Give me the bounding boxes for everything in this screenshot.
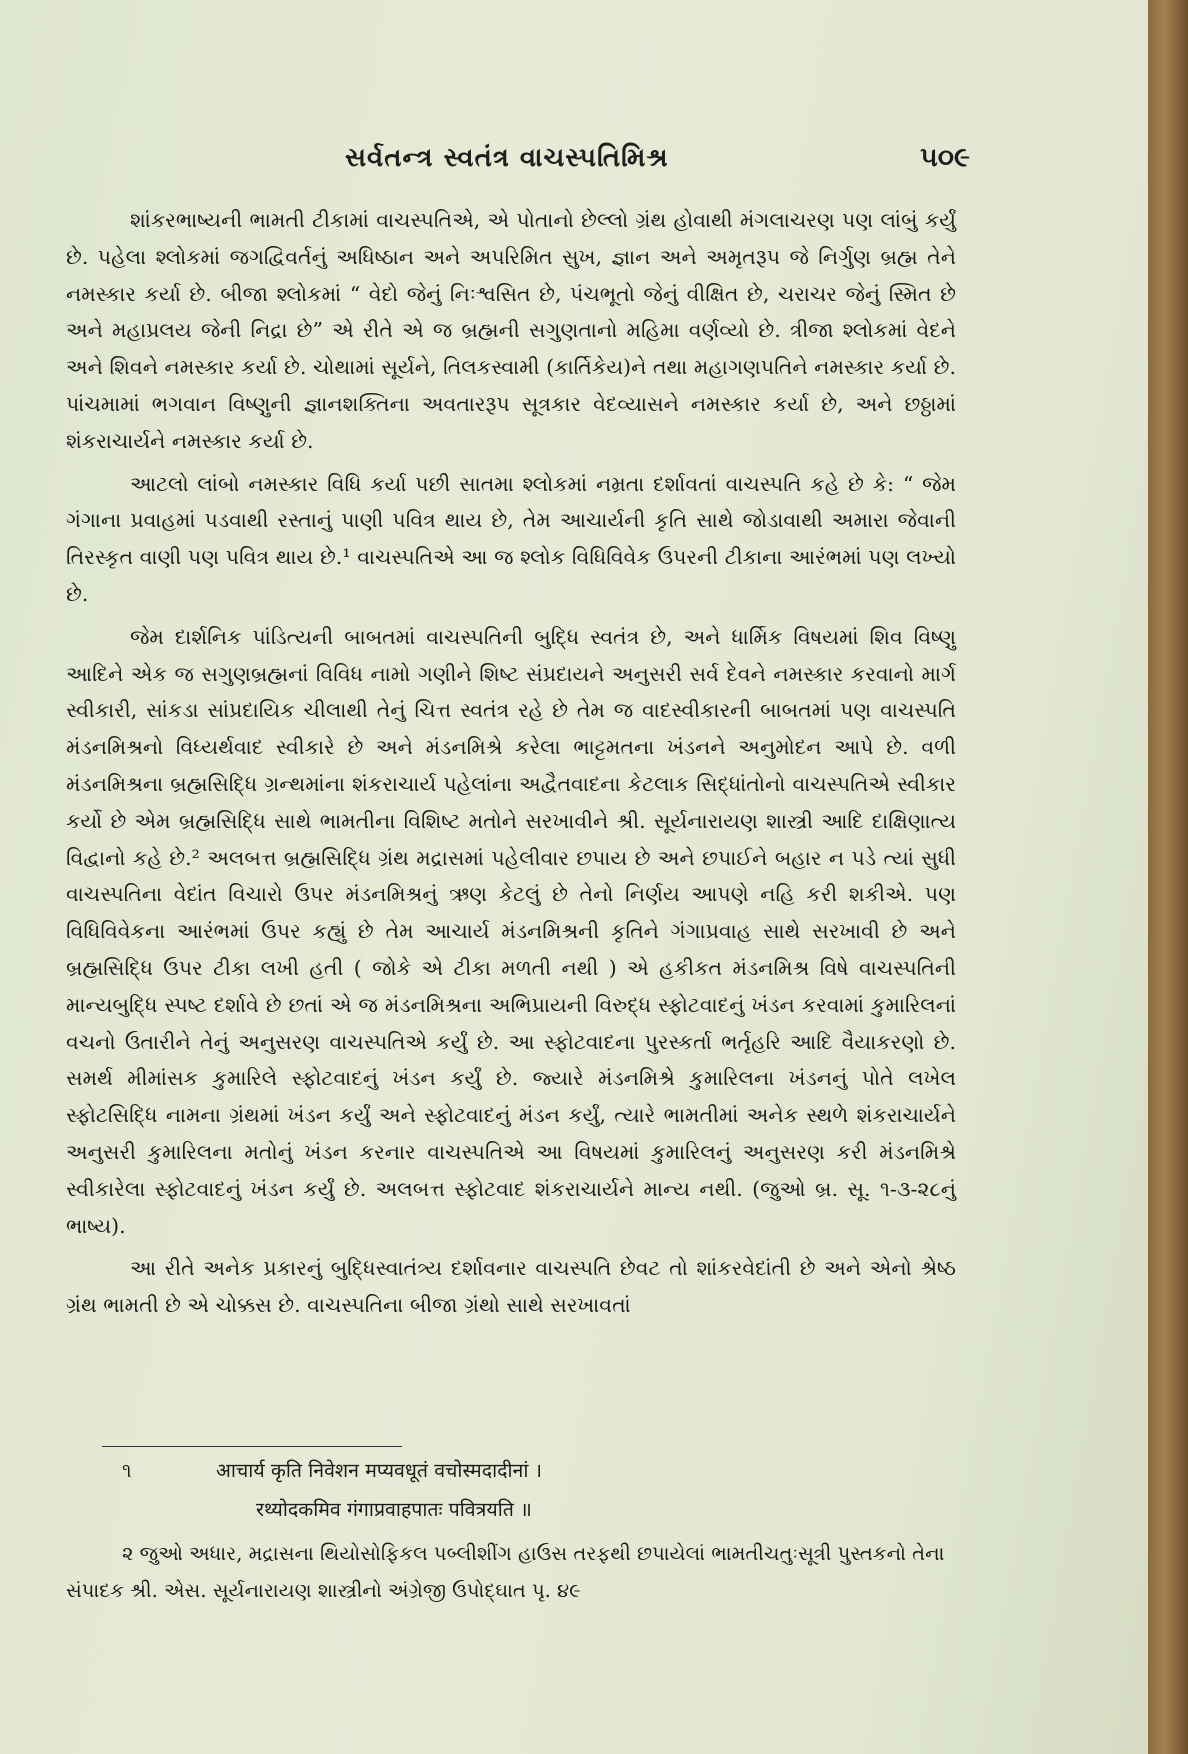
footnote-1-verse-line-2: रथ्योदकमिव गंगाप्रवाहपातः पवित्रयति ॥ — [256, 1498, 532, 1521]
footnote-1-number: ૧ — [122, 1459, 132, 1482]
running-header — [130, 142, 970, 174]
page-number: ૫૦૯ — [920, 142, 970, 173]
footnote-1-verse-line-1: आचार्य कृति निवेशन मप्यवधूतं वचोस्मदादीनां । — [216, 1459, 542, 1482]
paragraph: આટલો લાંબો નમસ્કાર વિધિ કર્યા પછી સાતમા શ્લોકમાં નમ્રતા દર્શાવતાં વાચસ્પતિ કહે છે કે: “ જેમ ગંગાના પ્રવાહમાં પડવાથી રસ્તાનું પાણી પવિત્ર થાય છે, તેમ આચાર્યની કૃતિ સાથે જોડાવાથી અમારા જેવાની તિરસ્કૃત વાણી પણ પવિત્ર થાય છે.¹ વાચસ્પતિએ આ જ શ્લોક વિધિવિવેક ઉપરની ટીકાના આરંભમાં પણ લખ્યો છે. — [66, 471, 956, 606]
book-edge — [1148, 0, 1188, 1754]
footnote-divider — [102, 1446, 402, 1447]
paragraph: આ રીતે અનેક પ્રકારનું બુદ્ધિસ્વાતંત્ર્ય દર્શાવનાર વાચસ્પતિ છેવટ તો શાંકરવેદાંતી છે અને એનો શ્રેષ્ઠ ગ્રંથ ભામતી છે એ ચોક્કસ છે. વાચસ્પતિના બીજા ગ્રંથો સાથે સરખાવતાં — [66, 1256, 956, 1318]
footnote-2: ૨ જુઓ અધાર, મદ્રાસના થિયોસોફિકલ પબ્લીશીંગ હાઉસ તરફથી છપાયેલાં ભામતીચતુઃસૂત્રી પુસ્તકનો તેના સંપાદક શ્રી. એસ. સૂર્યનારાયણ શાસ્ત્રીનો અંગ્રેજી ઉપોદ્ઘાત પૃ. ૪૯ — [66, 1542, 945, 1602]
paragraph: જેમ દાર્શનિક પાંડિત્યની બાબતમાં વાચસ્પતિની બુદ્ધિ સ્વતંત્ર છે, અને ધાર્મિક વિષયમાં શિવ વિષ્ણુ આદિને એક જ સગુણબ્રહ્મનાં વિવિધ નામો ગણીને શિષ્ટ સંપ્રદાયને અનુસરી સર્વ દેવને નમસ્કાર કરવાનો માર્ગ સ્વીકારી, સાંકડા સાંપ્રદાયિક ચીલાથી તેનું ચિત્ત સ્વતંત્ર રહે છે તેમ જ વાદસ્વીકારની બાબતમાં પણ વાચસ્પતિ મંડનમિશ્રનો વિધ્યર્થવાદ સ્વીકારે છે અને મંડનમિશ્રે કરેલા ભાટ્ટમતના ખંડનને અનુમોદન આપે છે. વળી મંડનમિશ્રના બ્રહ્મસિદ્ધિ ગ્રન્થમાંના શંકરાચાર્ય પહેલાંના અદ્વૈતવાદના કેટલાક સિદ્ધાંતોનો વાચસ્પતિએ સ્વીકાર કર્યો છે એમ બ્રહ્મસિદ્ધિ સાથે ભામતીના વિશિષ્ટ મતોને સરખાવીને શ્રી. સૂર્યનારાયણ શાસ્ત્રી આદિ દાક્ષિણાત્ય વિદ્વાનો કહે છે.² અલબત્ત બ્રહ્મસિદ્ધિ ગ્રંથ મદ્રાસમાં પહેલીવાર છપાય છે અને છપાઈને બહાર ન પડે ત્યાં સુધી વાચસ્પતિના વેદાંત વિચારો ઉપર મંડનમિશ્રનું ઋણ કેટલું છે તેનો નિર્ણય આપણે નહિ કરી શકીએ. પણ વિધિવિવેકના આરંભમાં ઉપર કહ્યું છે તેમ આચાર્ય મંડનમિશ્રની કૃતિને ગંગાપ્રવાહ સાથે સરખાવી છે અને બ્રહ્મસિદ્ધિ ઉપર ટીકા લખી હતી ( જોકે એ ટીકા મળતી નથી ) એ હકીકત મંડનમિશ્ર વિષે વાચસ્પતિની માન્યબુદ્ધિ સ્પષ્ટ દર્શાવે છે છતાં એ જ મંડનમિશ્રના અભિપ્રાયની વિરુદ્ધ સ્ફોટવાદનું ખંડન કરવામાં કુમારિલનાં વચનો ઉતારીને તેનું અનુસરણ વાચસ્પતિએ કર્યું છે. આ સ્ફોટવાદના પુરસ્કર્તા ભર્તૃહરિ આદિ વૈયાકરણો છે. સમર્થ મીમાંસક કુમારિલે સ્ફોટવાદનું ખંડન કર્યું છે. જ્યારે મંડનમિશ્રે કુમારિલના ખંડનનું પોતે લખેલ સ્ફોટસિદ્ધિ નામના ગ્રંથમાં ખંડન કર્યું અને સ્ફોટવાદનું મંડન કર્યું, ત્યારે ભામતીમાં અનેક સ્થળે શંકરાચાર્યને અનુસરી કુમારિલના મતોનું ખંડન કરનાર વાચસ્પતિએ આ વિષયમાં કુમારિલનું અનુસરણ કરી મંડનમિશ્રે સ્વીકારેલા સ્ફોટવાદનું ખંડન કર્યું છે. અલબત્ત સ્ફોટવાદ શંકરાચાર્યને માન્ય નથી. (જુઓ બ્ર. સૂ. ૧-૩-૨૮નું ભાષ્ય). — [66, 624, 956, 1238]
footnote-1 — [66, 1456, 956, 1483]
page-title: સર્વતન્ત્ર સ્વતંત્ર વાચસ્પતિમિશ્ર — [345, 143, 669, 173]
paragraph: શાંકરભાષ્યની ભામતી ટીકામાં વાચસ્પતિએ, એ પોતાનો છેલ્લો ગ્રંથ હોવાથી મંગલાચરણ પણ લાંબું કર્યું છે. પહેલા શ્લોકમાં જગદ્વિવર્તનું અધિષ્ઠાન અને અપરિમિત સુખ, જ્ઞાન અને અમૃતરૂપ જે નિર્ગુણ બ્રહ્મ તેને નમસ્કાર કર્યા છે. બીજા શ્લોકમાં “ વેદો જેનું નિઃશ્વસિત છે, પંચભૂતો જેનું વીક્ષિત છે, ચરાચર જેનું સ્મિત છે અને મહાપ્રલય જેની નિદ્રા છે” એ રીતે એ જ બ્રહ્મની સગુણતાનો મહિમા વર્ણવ્યો છે. ત્રીજા શ્લોકમાં વેદને અને શિવને નમસ્કાર કર્યા છે. ચોથામાં સૂર્યને, તિલકસ્વામી (કાર્તિકેય)ને તથા મહાગણપતિને નમસ્કાર કર્યા છે. પાંચમામાં ભગવાન વિષ્ણુની જ્ઞાનશક્તિના અવતારરૂપ સૂત્રકાર વેદવ્યાસને નમસ્કાર કર્યા છે, અને છઠ્ઠામાં શંકરાચાર્યને નમસ્કાર કર્યા છે. — [66, 208, 956, 453]
body-text — [66, 202, 956, 1330]
